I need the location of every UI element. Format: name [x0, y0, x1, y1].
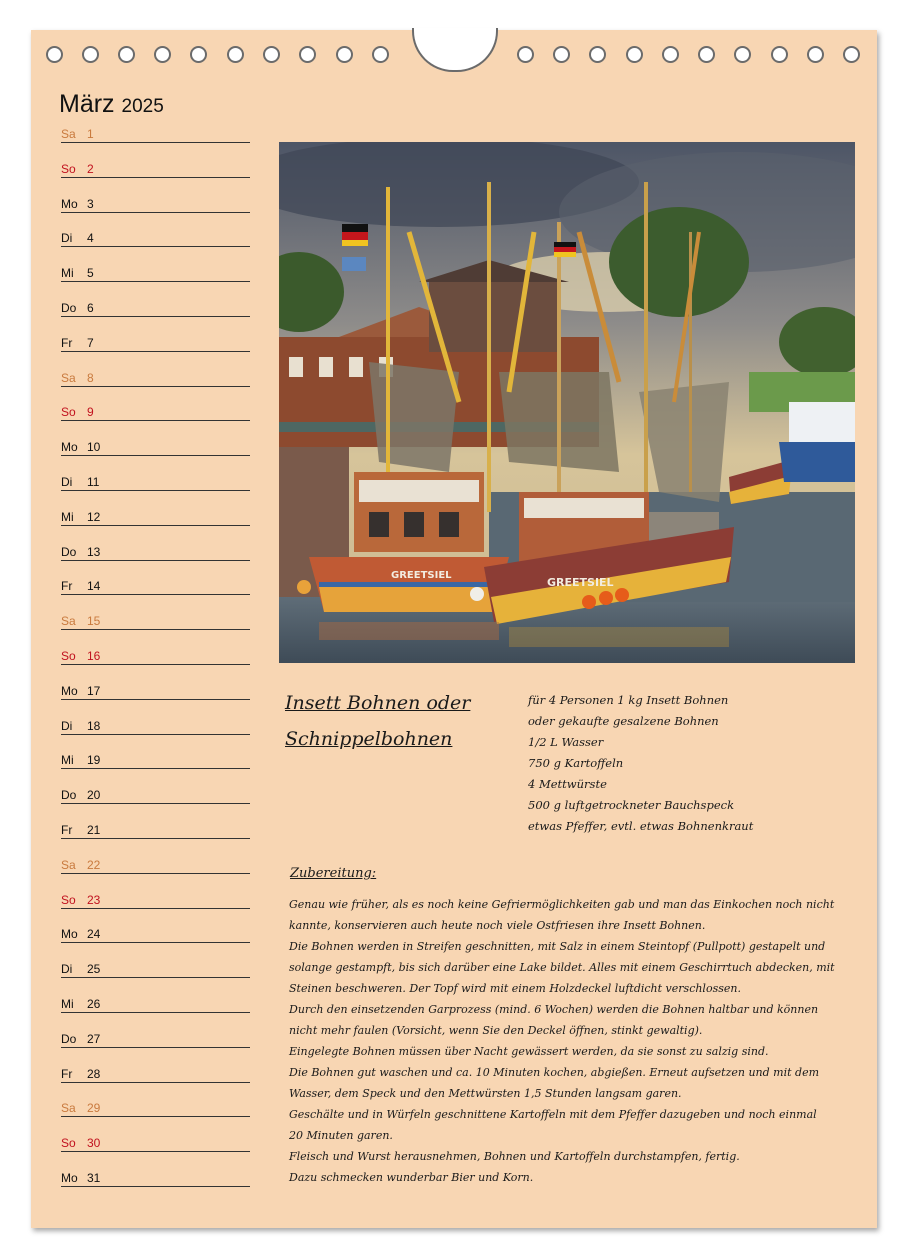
- day-number: 17: [87, 683, 101, 698]
- weekday-label: Mi: [61, 266, 74, 281]
- binding-hole: [517, 46, 534, 63]
- day-row: [61, 1172, 250, 1187]
- day-row: [61, 441, 250, 456]
- day-number: 3: [87, 196, 94, 211]
- weekday-label: Mi: [61, 997, 74, 1011]
- ingredient-line: oder gekaufte gesalzene Bohnen: [528, 714, 719, 728]
- day-number: 26: [87, 997, 101, 1011]
- weekday-label: Mi: [61, 509, 74, 524]
- day-number: 16: [87, 649, 101, 663]
- day-row: [61, 580, 250, 595]
- method-line: nicht mehr faulen (Vorsicht, wenn Sie den Deckel öffnen, stinkt gewaltig).: [289, 1024, 703, 1037]
- weekday-label: So: [61, 1136, 76, 1151]
- day-row: [61, 789, 250, 804]
- method-line: Fleisch und Wurst herausnehmen, Bohnen und Kartoffeln durchstampfen, fertig.: [289, 1150, 740, 1163]
- binding-hole: [227, 46, 244, 63]
- day-number: 24: [87, 927, 101, 942]
- binding-hole: [190, 46, 207, 63]
- day-number: 30: [87, 1136, 101, 1151]
- day-number: 21: [87, 823, 101, 837]
- day-number: 13: [87, 544, 101, 559]
- day-row: [61, 128, 250, 143]
- method-text: [289, 894, 861, 1188]
- day-row: [61, 1137, 250, 1152]
- weekday-label: Fr: [61, 335, 73, 350]
- day-number: 10: [87, 440, 101, 455]
- ingredient-line: 750 g Kartoffeln: [528, 756, 624, 770]
- day-number: 14: [87, 579, 101, 594]
- binding-hole: [154, 46, 171, 63]
- day-row: [61, 198, 250, 213]
- day-row: [61, 232, 250, 247]
- day-number: 18: [87, 718, 101, 733]
- binding-hole: [118, 46, 135, 63]
- boat-2-name: GREETSIEL: [547, 576, 614, 589]
- weekday-label: Sa: [61, 127, 76, 141]
- weekday-label: Sa: [61, 1101, 76, 1116]
- day-row: [61, 406, 250, 421]
- weekday-label: Mo: [61, 1171, 78, 1185]
- ingredient-list: [528, 690, 858, 837]
- day-row: [61, 546, 250, 561]
- day-row: [61, 998, 250, 1013]
- weekday-label: So: [61, 161, 76, 176]
- recipe-title-line-2: Schnippelbohnen: [285, 728, 453, 750]
- method-line: 20 Minuten garen.: [289, 1129, 393, 1142]
- calendar-page: [31, 30, 877, 1228]
- day-number: 1: [87, 127, 94, 141]
- weekday-label: Fr: [61, 579, 73, 594]
- weekday-label: Di: [61, 475, 73, 489]
- ingredient-line: 1/2 L Wasser: [528, 735, 604, 749]
- day-row: [61, 720, 250, 735]
- day-number: 25: [87, 962, 101, 977]
- fishing-boats-image: [279, 142, 855, 663]
- day-row: [61, 267, 250, 282]
- day-row: [61, 685, 250, 700]
- day-row: [61, 754, 250, 769]
- weekday-label: Fr: [61, 823, 73, 837]
- weekday-label: Di: [61, 718, 73, 733]
- method-line: Durch den einsetzenden Garprozess (mind. 6 Wochen) werden die Bohnen haltbar und können: [289, 1003, 819, 1016]
- weekday-label: Mo: [61, 683, 78, 698]
- weekday-label: Mi: [61, 753, 74, 768]
- method-line: solange gestampft, bis sich darüber eine Lake bildet. Alles mit einem Geschirrtuch abdecken, mit: [289, 961, 835, 974]
- recipe-title-line-1: Insett Bohnen oder: [285, 692, 471, 714]
- day-number: 7: [87, 335, 94, 350]
- binding-hole: [662, 46, 679, 63]
- binding-hole: [263, 46, 280, 63]
- method-line: Wasser, dem Speck und den Mettwürsten 1,5 Stunden langsam garen.: [289, 1087, 682, 1100]
- weekday-label: So: [61, 892, 76, 907]
- weekday-label: Sa: [61, 370, 76, 385]
- ingredient-line: etwas Pfeffer, evtl. etwas Bohnenkraut: [528, 819, 754, 833]
- day-row: [61, 963, 250, 978]
- weekday-label: Sa: [61, 614, 76, 629]
- weekday-label: Di: [61, 962, 73, 977]
- day-row: [61, 859, 250, 874]
- day-number: 19: [87, 753, 101, 768]
- day-number: 29: [87, 1101, 101, 1116]
- method-line: Eingelegte Bohnen müssen über Nacht gewässert werden, da sie sonst zu salzig sind.: [289, 1045, 769, 1058]
- binding-hole: [734, 46, 751, 63]
- weekday-label: So: [61, 405, 76, 420]
- day-row: [61, 302, 250, 317]
- day-row: [61, 337, 250, 352]
- recipe-title: [285, 685, 525, 757]
- day-number: 20: [87, 788, 101, 803]
- month-name: März: [59, 90, 115, 118]
- day-number: 12: [87, 509, 101, 524]
- year: 2025: [121, 96, 164, 117]
- month-title: [59, 90, 164, 119]
- day-row: [61, 476, 250, 491]
- method-title: Zubereitung:: [290, 866, 377, 881]
- day-row: [61, 1033, 250, 1048]
- weekday-label: Di: [61, 231, 73, 246]
- day-number: 23: [87, 892, 101, 907]
- weekday-label: Do: [61, 1031, 77, 1046]
- binding-hole: [843, 46, 860, 63]
- day-number: 15: [87, 614, 101, 629]
- day-number: 8: [87, 370, 94, 385]
- binding-hole: [372, 46, 389, 63]
- day-row: [61, 650, 250, 665]
- day-number: 9: [87, 405, 94, 420]
- method-line: Steinen beschweren. Der Topf wird mit einem Holzdeckel luftdicht verschlossen.: [289, 982, 741, 995]
- binding-hole: [46, 46, 63, 63]
- weekday-label: Sa: [61, 857, 76, 872]
- binding-hole: [626, 46, 643, 63]
- day-row: [61, 615, 250, 630]
- day-number: 28: [87, 1066, 101, 1081]
- day-row: [61, 511, 250, 526]
- day-row: [61, 1102, 250, 1117]
- day-number: 6: [87, 301, 94, 315]
- binding-hole: [771, 46, 788, 63]
- method-line: Die Bohnen werden in Streifen geschnitten, mit Salz in einem Steintopf (Pullpott) gestapelt und: [289, 940, 826, 953]
- day-row: [61, 1068, 250, 1083]
- binding-hole: [698, 46, 715, 63]
- harbor-photo: [279, 142, 855, 663]
- binding-hole: [807, 46, 824, 63]
- method-line: Dazu schmecken wunderbar Bier und Korn.: [289, 1171, 534, 1184]
- day-number: 4: [87, 231, 94, 246]
- day-row: [61, 928, 250, 943]
- weekday-label: Mo: [61, 927, 78, 942]
- ingredient-line: 4 Mettwürste: [528, 777, 607, 791]
- day-number: 2: [87, 161, 94, 176]
- ingredient-line: für 4 Personen 1 kg Insett Bohnen: [528, 693, 729, 707]
- day-row: [61, 824, 250, 839]
- weekday-label: Mo: [61, 440, 78, 455]
- weekday-label: Do: [61, 301, 77, 315]
- day-number: 27: [87, 1031, 101, 1046]
- day-number: 5: [87, 266, 94, 281]
- day-number: 22: [87, 857, 101, 872]
- ingredient-line: 500 g luftgetrockneter Bauchspeck: [528, 798, 735, 812]
- method-line: Geschälte und in Würfeln geschnittene Kartoffeln mit dem Pfeffer dazugeben und noch einmal: [289, 1108, 817, 1121]
- binding-hole: [299, 46, 316, 63]
- day-row: [61, 894, 250, 909]
- day-row: [61, 372, 250, 387]
- method-line: Genau wie früher, als es noch keine Gefriermöglichkeiten gab und man das Einkochen noch nicht: [289, 898, 835, 911]
- weekday-label: Do: [61, 544, 77, 559]
- weekday-label: Fr: [61, 1066, 73, 1081]
- day-row: [61, 163, 250, 178]
- day-number: 31: [87, 1171, 101, 1185]
- weekday-label: Do: [61, 788, 77, 803]
- day-number: 11: [87, 475, 100, 489]
- binding-hole: [82, 46, 99, 63]
- weekday-label: So: [61, 649, 76, 663]
- binding-hole: [589, 46, 606, 63]
- binding-hole: [553, 46, 570, 63]
- method-line: Die Bohnen gut waschen und ca. 10 Minuten kochen, abgießen. Erneut aufsetzen und mit dem: [289, 1066, 820, 1079]
- binding-hole: [336, 46, 353, 63]
- weekday-label: Mo: [61, 196, 78, 211]
- method-line: kannte, konservieren auch heute noch viele Ostfriesen ihre Insett Bohnen.: [289, 919, 706, 932]
- boat-1-name: GREETSIEL: [391, 570, 452, 581]
